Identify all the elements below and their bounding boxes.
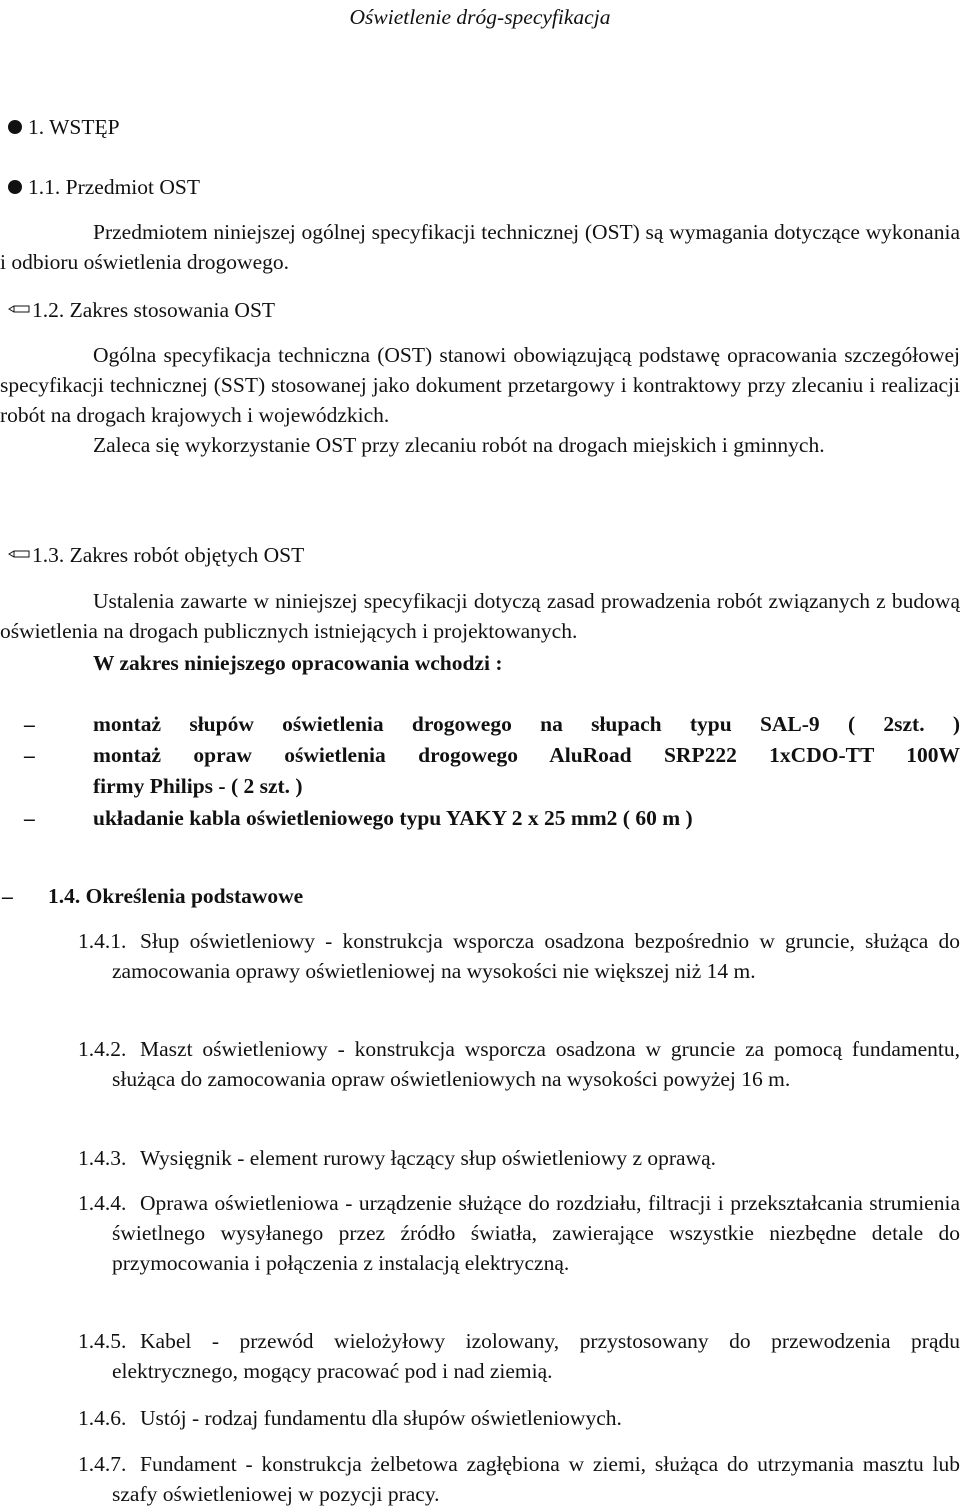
page-title: Oświetlenie dróg-specyfikacja xyxy=(349,5,611,29)
definition-text: Ustój - rodzaj fundamentu dla słupów oświetleniowych. xyxy=(140,1406,622,1430)
definition-number: 1.4.4. xyxy=(78,1191,127,1215)
section-1-2-text xyxy=(0,340,960,460)
definition-number: 1.4.5. xyxy=(78,1329,127,1353)
definition-text: Słup oświetleniowy - konstrukcja wsporcza osadzona bezpośrednio w gruncie, służąca do zamocowania oprawy oświetleniowej na wysokości nie większej niż 14 m. xyxy=(112,929,960,983)
paragraph: Przedmiotem niniejszej ogólnej specyfikacji technicznej (OST) są wymagania dotyczące wykonania i odbioru oświetlenia drogowego. xyxy=(0,220,960,274)
section-1-2-heading-text: 1.2. Zakres stosowania OST xyxy=(32,298,276,322)
section-1-4-heading-text: 1.4. Określenia podstawowe xyxy=(48,884,304,908)
scope-item-text: układanie kabla oświetleniowego typu YAKY 2 x 25 mm2 ( 60 m ) xyxy=(93,806,693,830)
definition-number: 1.4.3. xyxy=(78,1146,127,1170)
dash-icon: – xyxy=(24,806,35,830)
definition-number: 1.4.2. xyxy=(78,1037,127,1061)
definition-text: Fundament - konstrukcja żelbetowa zagłębiona w ziemi, służąca do utrzymania masztu lub szafy oświetleniowej w pozycji pracy. xyxy=(112,1452,960,1506)
definition-number: 1.4.7. xyxy=(78,1452,127,1476)
section-1-3-text xyxy=(0,586,960,646)
definition-number: 1.4.1. xyxy=(78,929,127,953)
bullet-icon xyxy=(8,120,22,134)
dash-icon: – xyxy=(24,712,35,736)
definition-text: Maszt oświetleniowy - konstrukcja wsporcza osadzona w gruncie za pomocą fundamentu, służąca do zamocowania opraw oświetleniowych na wysokości powyżej 16 m. xyxy=(112,1037,960,1091)
section-1-1-heading-text: 1.1. Przedmiot OST xyxy=(28,175,200,199)
scope-item-text: montaż słupów oświetlenia drogowego na słupach typu SAL-9 ( 2szt. ) xyxy=(93,712,960,736)
section-1-heading-text: 1. WSTĘP xyxy=(28,115,120,139)
section-1-1-text xyxy=(0,217,960,277)
section-1-2-heading xyxy=(8,295,275,325)
section-1-3-heading xyxy=(8,540,304,570)
definition-text: Kabel - przewód wielożyłowy izolowany, przystosowany do przewodzenia prądu elektrycznego, mogący pracować pod i nad ziemią. xyxy=(112,1329,960,1383)
paragraph: Ustalenia zawarte w niniejszej specyfikacji dotyczą zasad prowadzenia robót związanych z budową oświetlenia na drogach publicznych istniejących i projektowanych. xyxy=(0,589,960,643)
definition-text: Oprawa oświetleniowa - urządzenie służące do rozdziału, filtracji i przekształcania strumienia świetlnego wysyłanego przez źródło światła, zawierające wszystkie niezbędne detale do przymocowania i połączenia z instalacją elektryczną. xyxy=(112,1191,960,1275)
pencil-pointer-icon xyxy=(8,549,30,559)
scope-intro: W zakres niniejszego opracowania wchodzi : xyxy=(93,651,503,675)
section-1-3-heading-text: 1.3. Zakres robót objętych OST xyxy=(32,543,305,567)
section-1-1-heading xyxy=(8,172,200,202)
dash-icon: – xyxy=(2,884,13,908)
definition-text: Wysięgnik - element rurowy łączący słup oświetleniowy z oprawą. xyxy=(140,1146,717,1170)
section-1-heading xyxy=(8,112,120,142)
scope-item-text: firmy Philips - ( 2 szt. ) xyxy=(93,774,303,798)
pencil-pointer-icon xyxy=(8,304,30,314)
paragraph: Zaleca się wykorzystanie OST przy zlecaniu robót na drogach miejskich i gminnych. xyxy=(93,433,825,457)
definition-number: 1.4.6. xyxy=(78,1406,127,1430)
dash-icon: – xyxy=(24,743,35,767)
scope-item-text: montaż opraw oświetlenia drogowego AluRoad SRP222 1xCDO-TT 100W xyxy=(93,743,960,767)
paragraph: Ogólna specyfikacja techniczna (OST) stanowi obowiązującą podstawę opracowania szczegółowej specyfikacji technicznej (SST) stosowanej jako dokument przetargowy i kontraktowy przy zlecaniu i realizacji robót na drogach krajowych i wojewódzkich. xyxy=(0,343,960,427)
bullet-icon xyxy=(8,180,22,194)
